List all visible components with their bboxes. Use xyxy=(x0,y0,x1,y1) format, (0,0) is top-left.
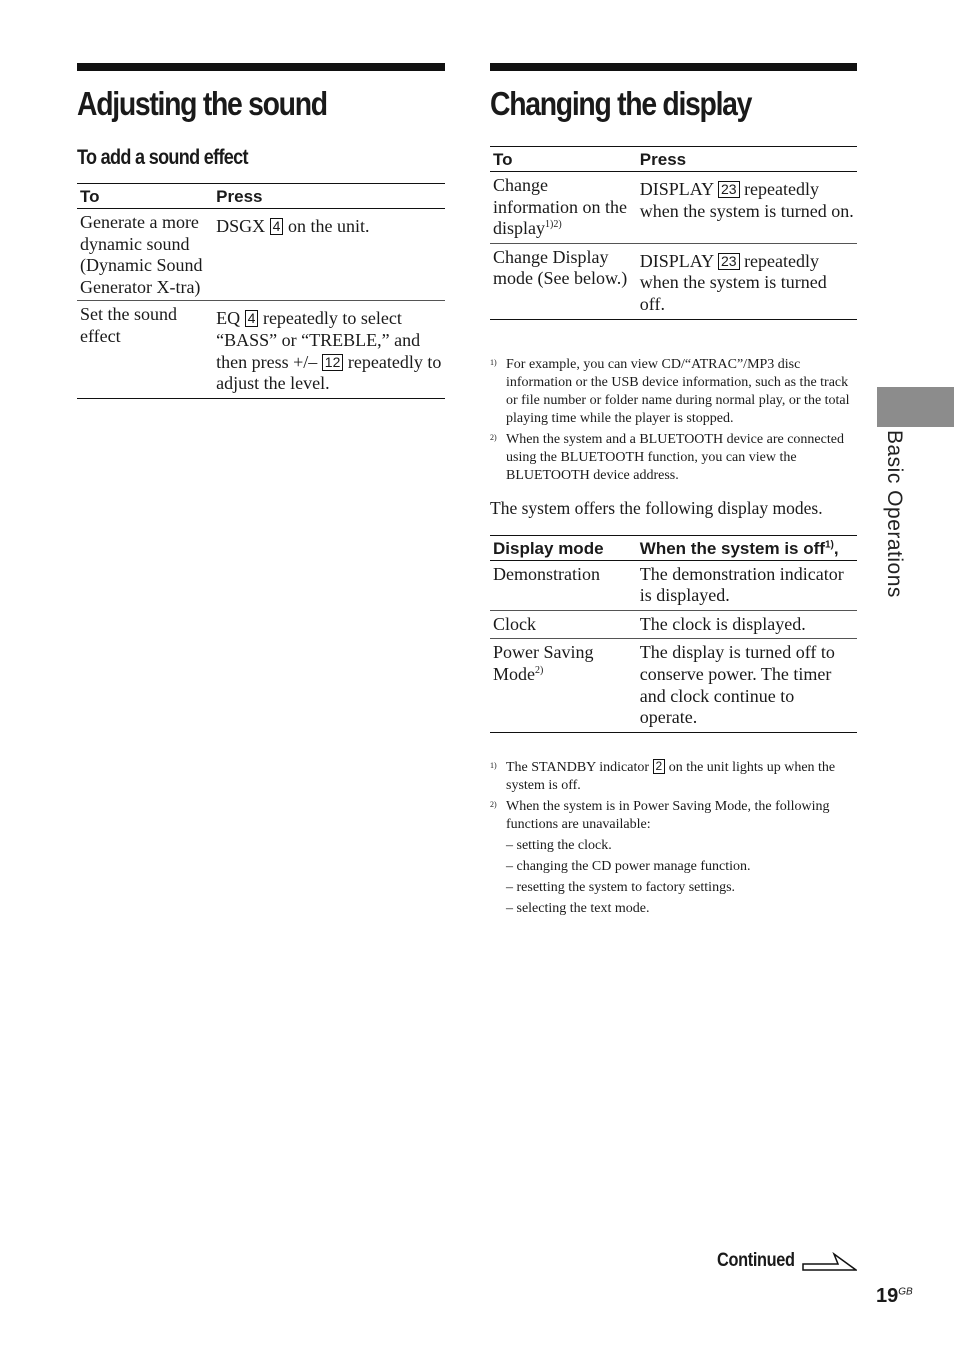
footnotes xyxy=(490,356,857,485)
list-item: – setting the clock. xyxy=(506,837,612,853)
table-row xyxy=(77,301,445,398)
col-header-press: Press xyxy=(637,147,857,172)
col-header-press: Press xyxy=(213,184,445,209)
footnote: 2) When the system is in Power Saving Mode, the following functions are unavailable: xyxy=(490,798,830,832)
cell-to: Change Display mode (See below.) xyxy=(490,243,637,319)
section-tab-marker xyxy=(877,387,954,427)
continued-label: Continued xyxy=(717,1250,795,1271)
key-number: 12 xyxy=(322,354,344,371)
cell-press: DISPLAY 23 repeatedly when the system is turned on. xyxy=(637,172,857,244)
cell-mode: Demonstration xyxy=(490,560,637,610)
continued-arrow-icon xyxy=(802,1252,857,1274)
cell-mode: Power Saving Mode$^{2)}$ xyxy=(490,639,637,732)
cell-mode: Clock xyxy=(490,610,637,639)
key-number: 4 xyxy=(245,310,259,327)
list-item: – resetting the system to factory settings. xyxy=(506,879,736,895)
section-rule xyxy=(77,63,445,71)
table-row xyxy=(490,639,857,732)
cell-press: DSGX 4 on the unit. xyxy=(213,209,445,301)
key-number: 23 xyxy=(718,181,740,198)
col-header-mode: Display mode xyxy=(490,535,637,560)
cell-desc: The display is turned off to conserve power. The timer and clock continue to operate. xyxy=(637,639,857,732)
col-header-to: To xyxy=(77,184,213,209)
table-row xyxy=(77,209,445,301)
key-number: 4 xyxy=(270,218,284,235)
table-row xyxy=(490,560,857,610)
section-title: Changing the display xyxy=(490,85,752,122)
list-item: – changing the CD power manage function. xyxy=(506,858,751,874)
table-header-row xyxy=(490,147,857,172)
key-number: 23 xyxy=(718,253,740,270)
table-row xyxy=(490,610,857,639)
page-number: $19^{GB}$ xyxy=(876,1285,913,1307)
cell-to: Change information on the display$^{1)2)}$ xyxy=(490,172,637,244)
left-column xyxy=(77,63,445,399)
footnote: 1) The STANDBY indicator 2 on the unit lights up when the system is off. xyxy=(490,758,836,793)
cell-press: EQ 4 repeatedly to select “BASS” or “TREBLE,” and then press +/– 12 repeatedly to adjust the level. xyxy=(213,301,445,398)
footnote: 2) When the system and a BLUETOOTH device are connected using the BLUETOOTH function, you can view the BLUETOOTH device address. xyxy=(490,431,844,483)
table-header-row xyxy=(490,535,857,560)
key-number: 2 xyxy=(653,759,666,774)
list-item: – selecting the text mode. xyxy=(506,900,650,916)
cell-desc: The demonstration indicator is displayed. xyxy=(637,560,857,610)
footnotes xyxy=(490,759,857,918)
intro-text: The system offers the following display modes. xyxy=(490,497,823,518)
section-rule xyxy=(490,63,857,71)
sound-effect-table xyxy=(77,183,445,399)
table-header-row xyxy=(77,184,445,209)
side-section-label: Basic Operations xyxy=(883,430,906,598)
display-table xyxy=(490,146,857,320)
cell-to: Set the sound effect xyxy=(77,301,213,398)
table-row xyxy=(490,172,857,244)
display-mode-table xyxy=(490,535,857,733)
right-column xyxy=(490,63,857,921)
cell-press: DISPLAY 23 repeatedly when the system is turned off. xyxy=(637,243,857,319)
subsection-title: To add a sound effect xyxy=(77,146,248,169)
cell-desc: The clock is displayed. xyxy=(637,610,857,639)
col-header-to: To xyxy=(490,147,637,172)
footnote: 1) For example, you can view CD/“ATRAC”/MP3 disc information or the USB device information, such as the track or file number or folder name during normal play, or the total playing time while the player is stopped. xyxy=(490,356,850,426)
table-row xyxy=(490,243,857,319)
section-title: Adjusting the sound xyxy=(77,85,327,122)
col-header-state: When the system is off$^{1)}$, xyxy=(637,535,857,560)
cell-to: Generate a more dynamic sound (Dynamic Sound Generator X-tra) xyxy=(77,209,213,301)
